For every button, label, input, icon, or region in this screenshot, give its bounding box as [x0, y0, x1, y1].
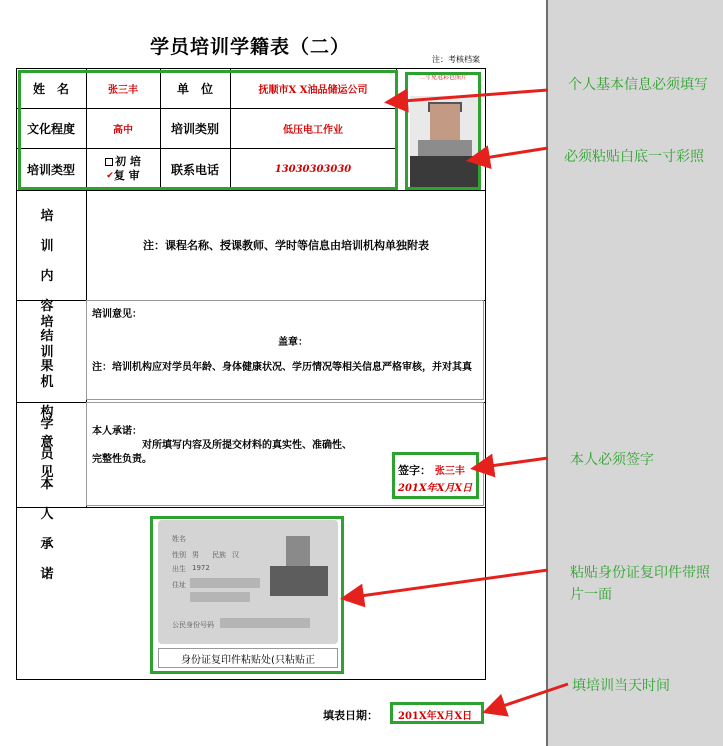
id-ethnic-value: 汉	[232, 551, 239, 559]
photo-caption: 二寸免冠彩色照片	[418, 74, 467, 81]
annotation-id-copy: 粘贴身份证复印件带照片一面	[570, 565, 710, 603]
annotation-photo: 必须粘贴白底一寸彩照	[564, 149, 704, 165]
id-birth-label: 出生	[172, 565, 186, 573]
content-note: 注：课程名称、授课教师、学时等信息由培训机构单独附表	[143, 239, 429, 252]
unit-label: 单 位	[176, 81, 213, 96]
phone-value: 13030303030	[274, 163, 352, 175]
seal-label: 盖章：	[278, 337, 308, 348]
annotation-date: 填培训当天时间	[572, 678, 670, 694]
page-title: 学员培训学籍表（二）	[149, 36, 350, 58]
id-number-label: 公民身份号码	[172, 621, 214, 629]
initial-training-option[interactable]: 初 培	[105, 155, 141, 169]
annotation-basic-info: 个人基本信息必须填写	[568, 77, 708, 93]
id-paste-caption: 身份证复印件粘贴处(只粘贴正	[158, 648, 338, 668]
phone-label: 联系电话	[170, 162, 219, 177]
arrow-date	[488, 684, 568, 711]
fill-date-label: 填表日期：	[323, 709, 378, 722]
unit-value: 抚顺市X X油品储运公司	[258, 84, 368, 96]
training-type-label: 培训类型	[26, 162, 75, 177]
id-gender-label: 性别	[172, 551, 186, 559]
annotation-signature: 本人必须签字	[570, 452, 654, 468]
promise-text-line1: 对所填写内容及所提交材料的真实性、准确性、	[142, 440, 352, 451]
name-value: 张三丰	[108, 84, 138, 96]
education-label: 文化程度	[26, 121, 75, 136]
id-birth-value: 1972	[192, 564, 210, 572]
name-label: 姓 名	[32, 81, 69, 96]
training-category-value: 低压电工作业	[283, 124, 343, 136]
content-result-label: 培 训 内 容 结 果	[40, 209, 62, 374]
arrow-photo	[472, 148, 548, 160]
arrow-signature	[476, 458, 548, 468]
id-address-label: 住址	[172, 581, 186, 589]
institution-opinion-label: 培 训 机 构 意 见	[40, 315, 62, 480]
signature-label: 签字：	[398, 464, 431, 477]
promise-text-line2: 完整性负责。	[92, 454, 152, 465]
review-training-option[interactable]: ✔复 审	[106, 169, 140, 182]
education-value: 高中	[113, 124, 133, 136]
id-gender-value: 男	[192, 551, 199, 559]
arrow-basic-info	[390, 90, 548, 102]
signature-value: 张三丰	[434, 466, 465, 477]
archive-note: 注：考核档案	[432, 55, 480, 64]
sign-date: 201X年X月X日	[398, 483, 473, 494]
opinion-label: 培训意见：	[92, 309, 142, 320]
training-category-label: 培训类别	[170, 121, 219, 136]
fill-date-value: 201X年X月X日	[398, 711, 473, 722]
id-name-label: 姓名	[172, 535, 186, 543]
student-promise-label: 学 员 本 人 承 诺	[40, 417, 62, 582]
checkmark-icon: ✔	[106, 171, 114, 181]
id-ethnic-label: 民族	[212, 551, 226, 559]
opinion-note: 注：培训机构应对学员年龄、身体健康状况、学历情况等相关信息严格审核，并对其真	[92, 362, 472, 373]
arrow-id-copy	[346, 570, 548, 598]
promise-label: 本人承诺：	[92, 426, 142, 437]
